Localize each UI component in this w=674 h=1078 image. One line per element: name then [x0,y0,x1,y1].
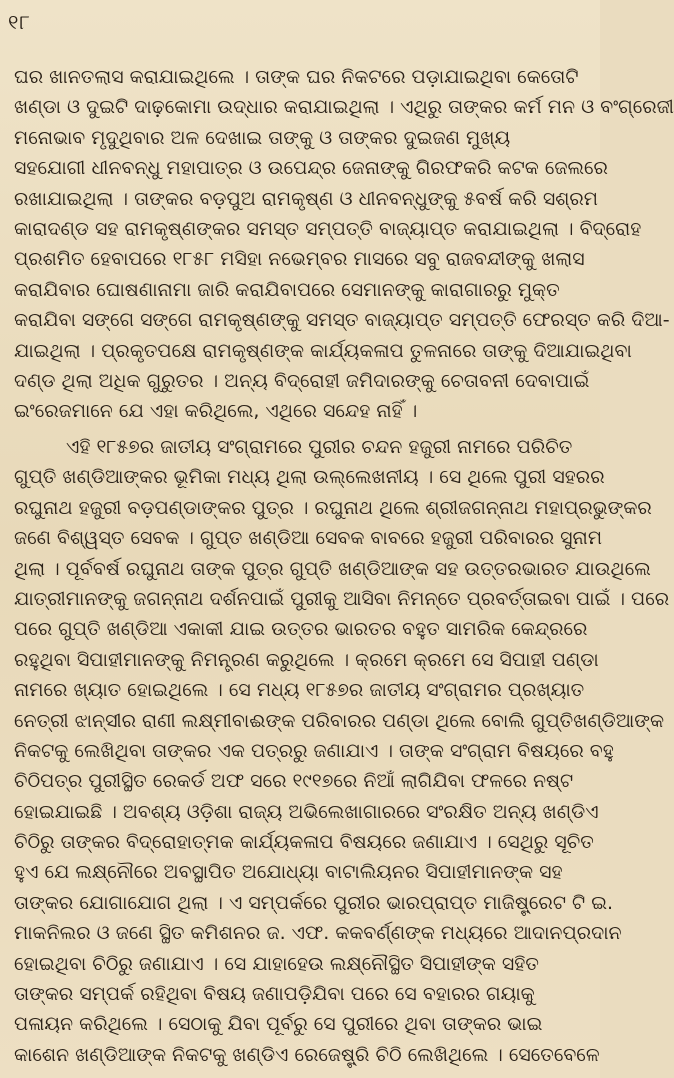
text-line: ପରେ ଗୁପ୍ତି ଖଣ୍ଡିଆ ଏକାକୀ ଯାଇ ଉତ୍ତର ଭାରତର ବହୁତ ସାମରିକ କେନ୍ଦ୍ରରେ [14,618,588,641]
text-line: ରହୁଥିବା ସିପାହୀମାନଙ୍କୁ ନିମନ୍ତ୍ରଣ କରୁଥିଲେ । କ୍ରମେ କ୍ରମେ ସେ ସିପାହୀ ପଣ୍ଡା [14,648,599,671]
text-line: ନାମରେ ଖ୍ୟାତ ହୋଇଥିଲେ । ସେ ମଧ୍ୟ ୧୮୫୭ର ଜାତୀୟ ସଂଗ୍ରାମର ପ୍ରଖ୍ୟାତ [14,679,585,702]
text-line: ପଳାୟନ କରିଥିଲେ । ସେଠାକୁ ଯିବା ପୂର୍ବରୁ ସେ ପୁରୀରେ ଥିବା ତାଙ୍କର ଭାଇ [14,1013,543,1036]
text-line: କାରାଦଣ୍ଡ ସହ ରାମକୃଷ୍ଣଙ୍କର ସମସ୍ତ ସମ୍ପତ୍ତି ବାଜ୍ୟାପ୍ତ କରାଯାଇଥିଲା । ବିଦ୍ରୋହ [14,217,642,240]
text-line: ରଘୁନାଥ ହଜୁରୀ ବଡ଼ପଣ୍ଡାଙ୍କର ପୁତ୍ର । ରଘୁନାଥ ଥିଲେ ଶ୍ରୀଜଗନ୍ନାଥ ମହାପ୍ରଭୁଙ୍କର [14,496,652,519]
text-line: ଖଣ୍ଡା ଓ ଦୁଇଟି ଦାଢ଼କୋମା ଉଦ୍ଧାର କରାଯାଇଥିଲା । ଏଥିରୁ ତାଙ୍କର କର୍ମ ମନ ଓ ବଂଗ୍ରେଜୀ [14,96,674,119]
text-line: ହୋଇଥିବା ଚିଠିରୁ ଜଣାଯାଏ । ସେ ଯାହାହେଉ ଲକ୍ଷ୍ନୌସ୍ଥିତ ସିପାହୀଙ୍କ ସହିତ [14,952,539,975]
page-number: ୧୮ [8,10,31,34]
text-line: ଏହି ୧୮୫୭ର ଜାତୀୟ ସଂଗ୍ରାମରେ ପୁରୀର ଚନ୍ଦନ ହଜୁରୀ ନାମରେ ପରିଚିତ [66,436,573,458]
text-line: ପ୍ରଶମିତ ହେବାପରେ ୧୮୫୮ ମସିହା ନଭେମ୍ବର ମାସରେ ସବୁ ରାଜବନ୍ଦୀଙ୍କୁ ଖଲାସ [14,248,585,271]
text-line: ତାଙ୍କର ଯୋଗାଯୋଗ ଥିଲା । ଏ ସମ୍ପର୍କରେ ପୁରୀର ଭାରପ୍ରାପ୍ତ ମାଜିଷ୍ଟ୍ରେଟ ଟି ଇ. [14,891,614,914]
text-line: ଚିଠିରୁ ତାଙ୍କର ବିଦ୍ରୋହାତ୍ମକ କାର୍ଯ୍ୟକଳାପ ବିଷୟରେ ଜଣାଯାଏ । ସେଥିରୁ ସୂଚିତ [14,831,594,854]
text-line: ଚିଠିପତ୍ର ପୁରୀସ୍ଥିତ ରେକର୍ଡ ଅଫ ସରେ ୧୯୧୭ରେ ନିଆଁ ଲାଗିଯିବା ଫଳରେ ନଷ୍ଟ [14,770,574,793]
text-line: ଯାତ୍ରୀମାନଙ୍କୁ ଜଗନ୍ନାଥ ଦର୍ଶନପାଇଁ ପୁରୀକୁ ଆସିବା ନିମନ୍ତେ ପ୍ରବର୍ତ୍ତାଇବା ପାଇଁ । ପରେ [14,587,670,610]
paragraph-1 [14,62,674,427]
text-line: ଘର ଖାନତଲାସ କରାଯାଇଥିଲେ । ତାଙ୍କ ଘର ନିକଟରେ ପଡ଼ାଯାଇଥିବା କେତୋଟି [14,66,579,88]
text-line: ଦଣ୍ଡ ଥିଲା ଅଧିକ ଗୁରୁତର । ଅନ୍ୟ ବିଦ୍ରୋହୀ ଜମିଦାରଙ୍କୁ ଚେତାବନୀ ଦେବାପାଇଁ [14,369,590,392]
text-line: ଥିଲା । ପୂର୍ବବର୍ଷ ରଘୁନାଥ ତାଙ୍କ ପୁତ୍ର ଗୁପ୍ତି ଖଣ୍ଡିଆଙ୍କ ସହ ଉତ୍ତରଭାରତ ଯାଉଥିଲେ [14,557,651,580]
text-line: ହୋଇଯାଇଛି । ଅବଶ୍ୟ ଓଡ଼ିଶା ରାଜ୍ୟ ଅଭିଲେଖାଗାରରେ ସଂରକ୍ଷିତ ଅନ୍ୟ ଖଣ୍ଡିଏ [14,800,599,823]
text-line: ଜଣେ ବିଶ୍ୱସ୍ତ ସେବକ । ଗୁପ୍ତ ଖଣ୍ଡିଆ ସେବକ ବାବରେ ହଜୁରୀ ପରିବାରର ସୁନାମ [14,527,603,550]
text-line: ନେତ୍ରୀ ଝାନ୍ସୀର ରାଣୀ ଲକ୍ଷ୍ମୀବାଈଙ୍କ ପରିବାରର ପଣ୍ଡା ଥିଲେ ବୋଲି ଗୁପ୍ତିଖଣ୍ଡିଆଙ୍କ [14,709,665,732]
text-line: ହୁଏ ଯେ ଲକ୍ଷ୍ନୌରେ ଅବସ୍ଥାପିତ ଅଯୋଧ୍ୟା ବାଟାଲିୟନର ସିପାହୀମାନଙ୍କ ସହ [14,861,563,884]
text-line: କାଶେନ ଖଣ୍ଡିଆଙ୍କ ନିକଟକୁ ଖଣ୍ଡିଏ ରେଜେଷ୍ଟ୍ରି ଚିଠି ଲେଖିଥିଲେ । ସେତେବେଳେ [14,1043,600,1066]
paragraph-2 [14,432,670,1070]
text-line: ନିକଟକୁ ଲେଖିଥିବା ତାଙ୍କର ଏକ ପତ୍ରରୁ ଜଣାଯାଏ । ତାଙ୍କ ସଂଗ୍ରାମ ବିଷୟରେ ବହୁ [14,739,614,762]
text-line: ମନୋଭାବ ମୃଦୁଥିବାର ଅଳ ଦେଖାଇ ତାଙ୍କୁ ଓ ତାଙ୍କର ଦୁଇଜଣ ମୁଖ୍ୟ [14,126,511,149]
text-line: ରଖାଯାଇଥିଲା । ତାଙ୍କର ବଡ଼ପୁଅ ରାମକୃଷ୍ଣ ଓ ଧୀନବନ୍ଧୁଙ୍କୁ ୫ବର୍ଷ କରି ସଶ୍ରମ [14,187,598,210]
text-line: ଯାଇଥିଲା । ପ୍ରକୃତପକ୍ଷେ ରାମକୃଷ୍ଣଙ୍କ କାର୍ଯ୍ୟକଳାପ ତୁଳନାରେ ତାଙ୍କୁ ଦିଆଯାଇଥିବା [14,339,632,362]
text-line: ତାଙ୍କର ସମ୍ପର୍କ ରହିଥିବା ବିଷୟ ଜଣାପଡ଼ିଯିବା ପରେ ସେ ବହାରର ଗୟାକୁ [14,983,535,1006]
text-line: ସହଯୋଗୀ ଧୀନବନ୍ଧୁ ମହାପାତ୍ର ଓ ଉପେନ୍ଦ୍ର ଜେନାଙ୍କୁ ଗିରଫକରି କଟକ ଜେଲରେ [14,157,608,180]
text-line: ମାକନିଲର ଓ ଜଣେ ସ୍ଥିତ କମିଶନର ଜ. ଏଫ. କକବର୍ଣ୍ଣଙ୍କ ମଧ୍ୟରେ ଆଦାନପ୍ରଦାନ [14,922,622,945]
text-line: ଇଂରେଜମାନେ ଯେ ଏହା କରିଥିଲେ, ଏଥିରେ ସନ୍ଦେହ ନାହିଁ । [14,400,418,423]
text-line: କରାଯିବା ସଙ୍ଗେ ସଙ୍ଗେ ରାମକୃଷ୍ଣଙ୍କୁ ସମସ୍ତ ବାଜ୍ୟାପ୍ତ ସମ୍ପତ୍ତି ଫେରସ୍ତ କରି ଦିଆ- [14,309,670,332]
text-line: କରାଯିବାର ଘୋଷଣାନାମା ଜାରି କରାଯିବାପରେ ସେମାନଙ୍କୁ କାରାଗାରରୁ ମୁକ୍ତ [14,278,560,301]
text-line: ଗୁପ୍ତି ଖଣ୍ଡିଆଙ୍କର ଭୂମିକା ମଧ୍ୟ ଥିଲା ଉଲ୍ଲେଖନୀୟ । ସେ ଥିଲେ ପୁରୀ ସହରର [14,466,605,489]
